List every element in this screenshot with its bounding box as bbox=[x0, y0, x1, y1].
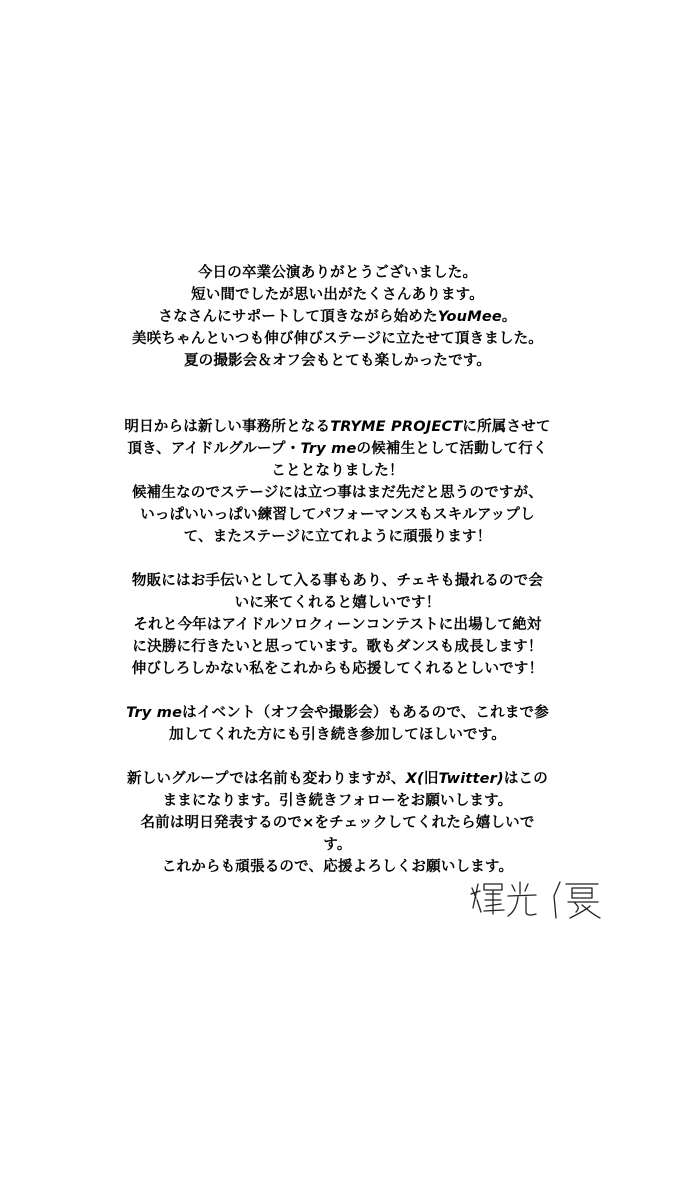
text-line bbox=[0, 350, 675, 372]
text-segment: 加してくれた方にも引き続き参加してほしいです。 bbox=[169, 727, 506, 743]
text-line bbox=[0, 856, 675, 878]
text-segment: 短い間でしたが思い出がたくさんあります。 bbox=[191, 287, 484, 303]
text-line bbox=[0, 812, 675, 834]
paragraph-spacer bbox=[0, 548, 675, 570]
text-segment: ままになります。引き続きフォローをお願いします。 bbox=[162, 793, 513, 809]
text-segment: に所属させて bbox=[462, 419, 551, 435]
latin-text-segment: Try me bbox=[300, 441, 357, 457]
text-segment: それと今年はアイドルソロクィーンコンテストに出場して絶対 bbox=[133, 617, 542, 633]
text-segment: 今日の卒業公演ありがとうございました。 bbox=[197, 265, 478, 281]
paragraph-events bbox=[0, 702, 675, 746]
text-segment: て、またステージに立てれように頑張ります！ bbox=[183, 529, 492, 545]
text-line bbox=[0, 570, 675, 592]
text-segment: 美咲ちゃんといつも伸び伸びステージに立たせて頂きました。 bbox=[131, 331, 544, 347]
text-segment: これからも頑張るので、応援よろしくお願いします。 bbox=[161, 859, 514, 875]
text-line bbox=[0, 416, 675, 438]
text-line bbox=[0, 614, 675, 636]
text-segment: こととなりました！ bbox=[271, 463, 404, 479]
paragraph-new-agency bbox=[0, 416, 675, 548]
text-segment: さなさんにサポートして頂きながら始めた bbox=[158, 309, 438, 325]
text-segment: はイベント（オフ会や撮影会）もあるので、これまで参 bbox=[182, 705, 549, 721]
paragraph-spacer bbox=[0, 372, 675, 416]
text-segment: 物販にはお手伝いとして入る事もあり、チェキも撮れるので会 bbox=[131, 573, 544, 589]
text-line bbox=[0, 592, 675, 614]
text-segment: 頂き、アイドルグループ・ bbox=[127, 441, 301, 457]
signature-drawing bbox=[468, 876, 608, 920]
text-line bbox=[0, 526, 675, 548]
latin-text-segment: Try me bbox=[126, 705, 183, 721]
latin-text-segment: Twitter) bbox=[438, 771, 504, 787]
paragraph-account-name bbox=[0, 768, 675, 878]
handwritten-signature bbox=[468, 876, 608, 920]
text-line bbox=[0, 834, 675, 856]
text-segment: 候補生なのでステージには立つ事はまだ先だと思うのですが、 bbox=[131, 485, 544, 501]
letter-body bbox=[0, 262, 675, 878]
text-segment: 新しいグループでは名前も変わりますが、 bbox=[127, 771, 406, 787]
text-segment: 旧 bbox=[423, 771, 439, 787]
text-segment: す。 bbox=[323, 837, 352, 853]
text-line bbox=[0, 768, 675, 790]
text-line bbox=[0, 482, 675, 504]
paragraph-spacer bbox=[0, 746, 675, 768]
paragraph-spacer bbox=[0, 680, 675, 702]
latin-text-segment: X( bbox=[405, 771, 424, 787]
text-segment: 明日からは新しい事務所となる bbox=[124, 419, 331, 435]
text-line bbox=[0, 790, 675, 812]
text-segment: 伸びしろしかない私をこれからも応援してくれるとしいです！ bbox=[131, 661, 544, 677]
text-segment: いっぱいいっぱい練習してパフォーマンスもスキルアップし bbox=[140, 507, 535, 523]
latin-text-segment: YouMee bbox=[437, 309, 502, 325]
text-line bbox=[0, 438, 675, 460]
text-line bbox=[0, 262, 675, 284]
text-line bbox=[0, 658, 675, 680]
text-segment: 夏の撮影会＆オフ会もとても楽しかったです。 bbox=[183, 353, 492, 369]
text-line bbox=[0, 328, 675, 350]
text-segment: 。 bbox=[501, 309, 517, 325]
text-segment: の候補生として活動して行く bbox=[356, 441, 548, 457]
text-line bbox=[0, 636, 675, 658]
text-segment: はこの bbox=[503, 771, 548, 787]
text-line bbox=[0, 460, 675, 482]
paragraph-merch-contest bbox=[0, 570, 675, 680]
text-segment: 名前は明日発表するので×をチェックしてくれたら嬉しいで bbox=[140, 815, 535, 831]
text-line bbox=[0, 504, 675, 526]
text-line bbox=[0, 306, 675, 328]
paragraph-thanks bbox=[0, 262, 675, 372]
text-line bbox=[0, 284, 675, 306]
text-segment: いに来てくれると嬉しいです！ bbox=[234, 595, 441, 611]
latin-text-segment: TRYME PROJECT bbox=[330, 419, 463, 435]
text-segment: に決勝に行きたいと思っています。歌もダンスも成長します！ bbox=[132, 639, 543, 655]
text-line bbox=[0, 724, 675, 746]
text-line bbox=[0, 702, 675, 724]
